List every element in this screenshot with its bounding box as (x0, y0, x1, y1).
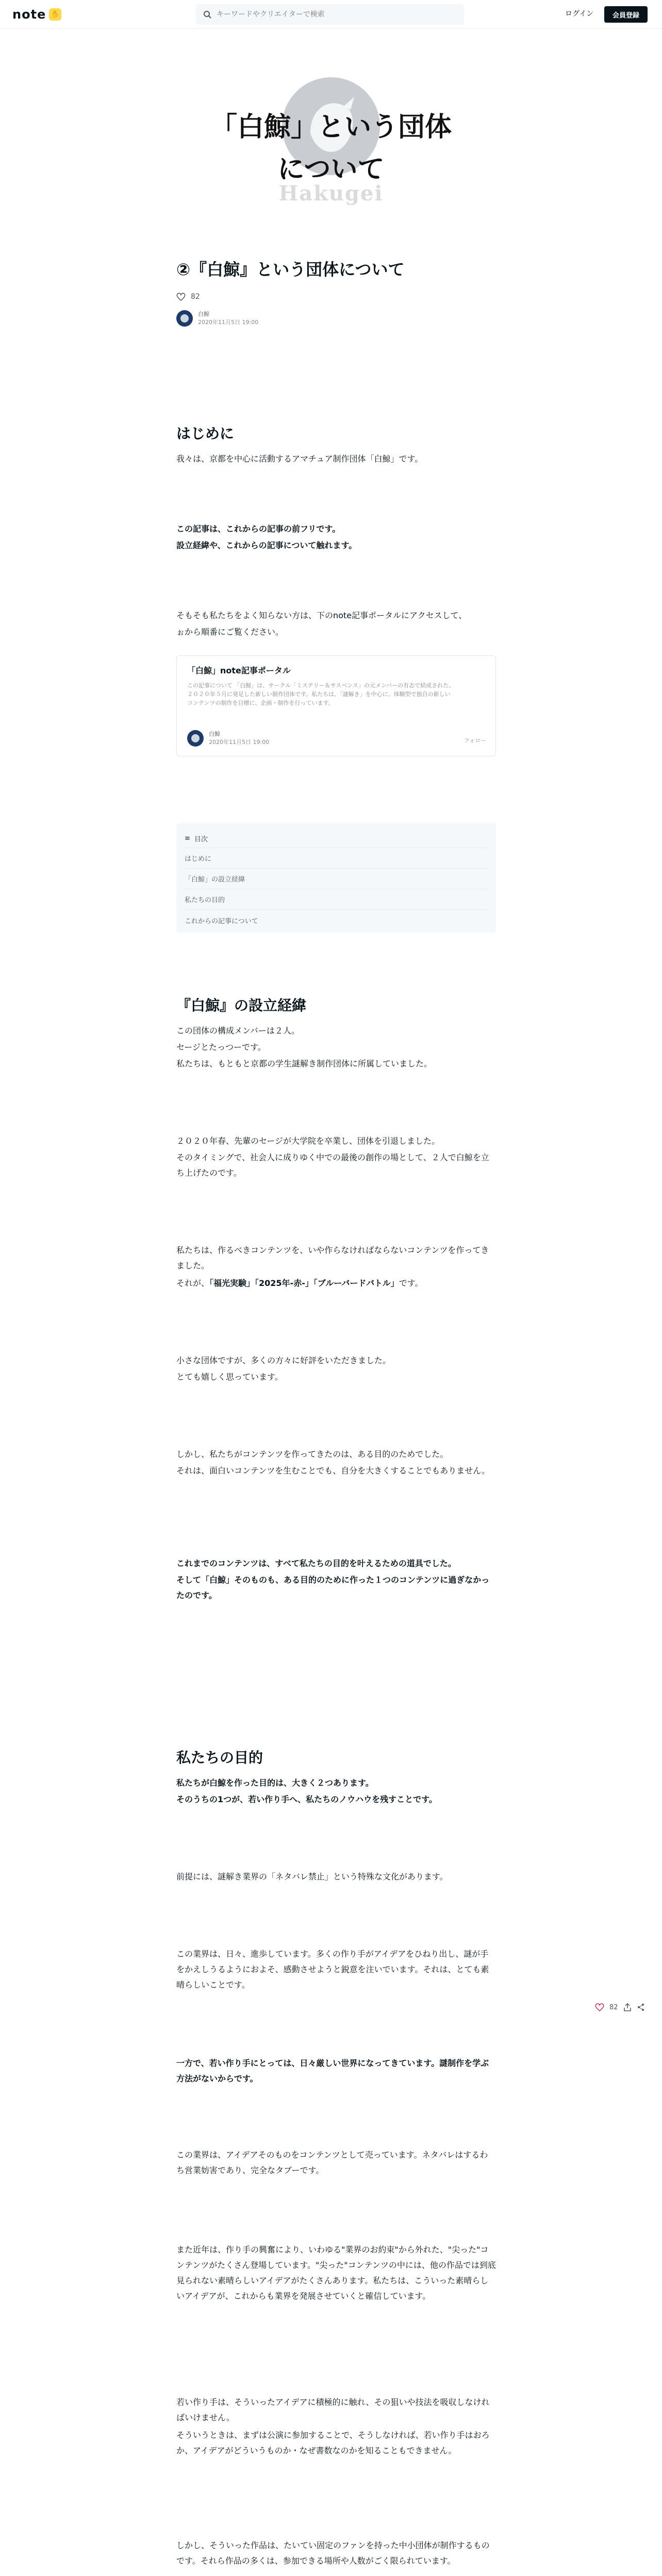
hero-brand-text: Hakugei (278, 181, 384, 206)
paragraph: そのタイミングで、社会人に成りゆく中での最後の創作の場として、２人で白鯨を立ち上げたのです。 (176, 1153, 489, 1178)
search-icon (203, 10, 211, 19)
embed-title[interactable]: 「白鯨」note記事ポータル (187, 666, 291, 675)
search-box[interactable] (196, 4, 464, 25)
article-title: ②『白鯨』という団体について (176, 260, 405, 279)
signup-button[interactable]: 会員登録 (604, 6, 648, 23)
text-run: です。 (399, 1278, 423, 1288)
heart-icon[interactable] (595, 2003, 604, 2011)
section-heading-intro: はじめに (176, 425, 235, 442)
paragraph-bold: そして「白鯨」そのものも、ある目的のために作った１つのコンテンツに過ぎなかったのです。 (176, 1575, 490, 1600)
paragraph: 私たちは、作るべきコンテンツを、いや作らなければならないコンテンツを作ってきました。 (176, 1245, 489, 1270)
post-date: 2020年11月5日 19:00 (198, 319, 259, 326)
work-titles: 「福光実験」「2025年-赤-」「ブルーバードバトル」 (209, 1278, 399, 1288)
hand-icon: ✋ (49, 8, 61, 21)
paragraph: とても嬉しく思っています。 (176, 1372, 283, 1382)
share-icon[interactable] (623, 2003, 632, 2011)
paragraph: しかし、そういった作品は、たいてい固定のファンを持った中小団体が制作するものです。それら作品の多くは、参加できる場所や人数がごく限られています。 (176, 2540, 490, 2566)
paragraph (176, 1276, 496, 1291)
heart-icon[interactable] (176, 293, 186, 301)
share-alt-icon[interactable] (637, 2003, 645, 2011)
paragraph: 小さな団体ですが、多くの方々に好評をいただきました。 (176, 1355, 391, 1365)
hero-image (176, 62, 486, 227)
toc-item[interactable]: 私たちの目的 (185, 889, 488, 910)
table-of-contents (176, 823, 496, 933)
paragraph-bold: 一方で、若い作り手にとっては、日々厳しい世界になってきています。謎制作を学ぶ方法がないからです。 (176, 2058, 489, 2083)
logo-text: note (12, 7, 46, 22)
paragraph: また近年は、作り手の興奮により、いわゆる"業界のお約束"から外れた、"尖った"コンテンツがたくさん登場しています。"尖った"コンテンツの中には、他の作品では到底見られない素晴らしいアイデアがたくさんあります。私たちは、こういった素晴らしいアイデアが、これからも業界を発展させていくと確信しています。 (176, 2245, 496, 2301)
paragraph: 若い作り手は、そういったアイデアに積極的に触れ、その狙いや技法を吸収しなければいけません。 (176, 2397, 490, 2422)
paragraph: セージとたっつーです。 (176, 1042, 266, 1052)
like-count: 82 (191, 293, 200, 301)
author-name[interactable]: 白鯨 (198, 311, 209, 317)
embed-author[interactable] (187, 730, 269, 747)
login-link[interactable]: ログイン (565, 10, 594, 18)
embed-date: 2020年11月5日 19:00 (209, 739, 270, 745)
follow-button[interactable]: フォロー (464, 737, 486, 744)
section-heading-founding: 『白鯨』の設立経緯 (176, 997, 307, 1014)
embed-author-name: 白鯨 (209, 731, 220, 737)
text-run: それが、 (176, 1278, 210, 1288)
toc-item[interactable]: 「白鯨」の設立経緯 (185, 869, 488, 889)
paragraph-bold: 設立経緯や、これからの記事について触れます。 (176, 540, 357, 550)
toc-item[interactable]: これからの記事について (185, 917, 258, 925)
toc-item[interactable]: はじめに (185, 848, 488, 869)
article-header (176, 258, 496, 327)
paragraph-bold: 私たちが白鯨を作った目的は、大きく２つあります。 (176, 1778, 374, 1788)
paragraph: ２０２０年春、先輩のセージが大学院を卒業し、団体を引退しました。 (176, 1136, 440, 1146)
paragraph: そもそも私たちをよく知らない方は、下のnote記事ポータルにアクセスして、 (176, 611, 467, 620)
avatar[interactable] (176, 310, 193, 327)
hero-title-line1: 「白鯨」という団体 (210, 112, 452, 143)
paragraph: 私たちは、もともと京都の学生謎解き制作団体に所属していました。 (176, 1059, 433, 1069)
paragraph-bold: この記事は、これからの記事の前フリです。 (176, 524, 341, 534)
note-logo[interactable] (12, 7, 61, 22)
toc-header-label: 目次 (194, 836, 208, 843)
embed-description: この記事について 「白鯨」は、サークル「ミステリー＆サスペンス」の元メンバーの有志で結成された、２０２０年５月に発足した新しい制作団体です。私たちは、「謎解き」を中心に、体験型で独自の新しいコンテンツの制作を目標に、企画・制作を行っています。 (187, 682, 455, 706)
author-row[interactable] (176, 310, 496, 327)
like-row (176, 293, 496, 301)
paragraph-bold: これまでのコンテンツは、すべて私たちの目的を叶えるための道具でした。 (176, 1558, 456, 1568)
paragraph: それは、面白いコンテンツを生むことでも、自分を大きくすることでもありません。 (176, 1466, 490, 1476)
paragraph-bold: そのうちの1つが、若い作り手へ、私たちのノウハウを残すことです。 (176, 1794, 437, 1804)
embed-card[interactable] (176, 655, 496, 756)
search-input[interactable] (217, 10, 443, 19)
list-icon: ≡ (185, 835, 190, 842)
paragraph: しかし、私たちがコンテンツを作ってきたのは、ある目的のためでした。 (176, 1449, 449, 1459)
paragraph: 前提には、謎解き業界の「ネタバレ禁止」という特殊な文化があります。 (176, 1872, 448, 1882)
section-heading-purpose: 私たちの目的 (176, 1749, 263, 1766)
paragraph: そういうときは、まずは公演に参加することで、そうしなければ、若い作り手はおろか、アイデアがどういうものか・なぜ書数なのかを知ることもできません。 (176, 2430, 490, 2455)
paragraph: この業界は、アイデアそのものをコンテンツとして売っています。ネタバレはするわち営業妨害であり、完全なタブーです。 (176, 2150, 488, 2175)
like-count: 82 (609, 2003, 618, 2011)
avatar (187, 730, 204, 747)
floating-action-bar (595, 1999, 657, 2015)
toc-header[interactable] (185, 829, 488, 848)
paragraph: ぉから順番にご覧ください。 (176, 627, 284, 637)
paragraph: 我々は、京都を中心に活動するアマチュア制作団体「白鯨」です。 (176, 454, 423, 464)
hero-title-line2: について (277, 154, 385, 185)
paragraph: この団体の構成メンバーは２人。 (176, 1026, 300, 1036)
paragraph: この業界は、日々、進歩しています。多くの作り手がアイデアをひねり出し、謎が手をかえしうるようにおよそ、感動させようと鋭意を注いでいます。それは、とても素晴らしいことです。 (176, 1949, 489, 1990)
